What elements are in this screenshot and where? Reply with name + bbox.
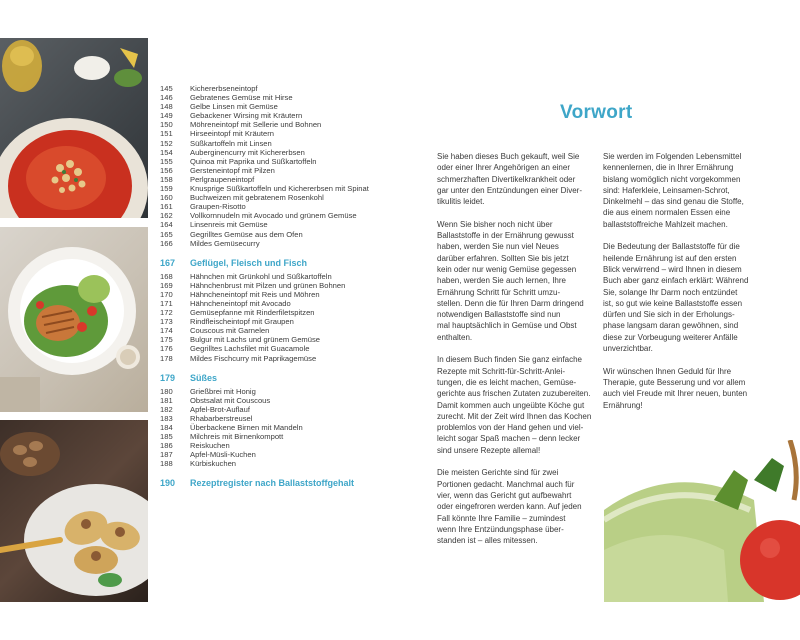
- foreword-line: bislang womöglich nicht vorgekommen: [603, 174, 741, 184]
- toc-page-number: 161: [160, 202, 173, 212]
- toc-page-number: 187: [160, 450, 173, 460]
- foreword-line: unverzichtbar.: [603, 344, 653, 354]
- toc-entry[interactable]: [160, 441, 410, 450]
- foreword-line: mal hauptsächlich in Gemüse und Obst: [437, 321, 577, 331]
- toc-entry-title: Kichererbseneintopf: [190, 84, 258, 93]
- toc-page-number: 180: [160, 386, 173, 396]
- foreword-line: Ernährung!: [603, 400, 643, 410]
- toc-section-heading[interactable]: [160, 257, 410, 269]
- foreword-line: Ballaststoffe in der Ernährung gewusst: [437, 231, 574, 241]
- toc-entry[interactable]: [160, 148, 410, 157]
- toc-entry-title: Couscous mit Garnelen: [190, 326, 270, 336]
- toc-entry-title: Buchweizen mit gebratenem Rosenkohl: [190, 193, 324, 203]
- foreword-line: phase langsam daran gewöhnen, sind: [603, 321, 739, 331]
- toc-page-number: 168: [160, 271, 173, 281]
- toc-section-sweets: [160, 387, 410, 469]
- photo-separator: [0, 412, 148, 420]
- toc-entry[interactable]: [160, 299, 410, 308]
- toc-page-number: 171: [160, 298, 173, 308]
- toc-entry[interactable]: [160, 111, 410, 120]
- vegetables-illustration: [604, 440, 800, 602]
- foreword-paragraph: [437, 151, 597, 207]
- toc-entry[interactable]: [160, 281, 410, 290]
- toc-entry-title: Rhabarberstreusel: [190, 413, 253, 423]
- foreword-line: tikulitis leidet.: [437, 197, 485, 207]
- toc-entry[interactable]: [160, 175, 410, 184]
- toc-section-heading[interactable]: [160, 477, 410, 489]
- foreword-line: Wenn Sie bisher noch nicht über: [437, 219, 553, 229]
- toc-section-heading[interactable]: [160, 372, 410, 384]
- toc-entry[interactable]: [160, 414, 410, 423]
- toc-entry[interactable]: [160, 459, 410, 468]
- toc-entry-title: Obstsalat mit Couscous: [190, 395, 271, 405]
- toc-entry[interactable]: [160, 230, 410, 239]
- foreword-line: Sie werden im Folgenden Lebensmittel: [603, 152, 742, 161]
- foreword-line: die aus einem normalen Essen eine: [603, 208, 731, 218]
- toc-entry[interactable]: [160, 166, 410, 175]
- foreword-line: standen ist – alles mitessen.: [437, 536, 538, 546]
- foreword-line: Portionen gedacht. Manchmal auch für: [437, 479, 575, 489]
- toc-entry[interactable]: [160, 129, 410, 138]
- toc-entry[interactable]: [160, 139, 410, 148]
- foreword-line: gerichte aus frischen Zutaten zuzubereiten.: [437, 389, 591, 399]
- foreword-line: Fall könnte Ihre Familie – zumindest: [437, 513, 566, 523]
- foreword-line: sind unsere Rezepte allemal!: [437, 445, 541, 455]
- foreword-line: schmerzhaften Divertikelkrankheit oder: [437, 174, 576, 184]
- toc-page-number: 188: [160, 459, 173, 469]
- foreword-paragraph: [437, 467, 597, 546]
- toc-page-number: 183: [160, 413, 173, 423]
- toc-page-number: 156: [160, 165, 173, 175]
- toc-entry-title: Apfel-Müsli-Kuchen: [190, 450, 256, 460]
- toc-entry[interactable]: [160, 202, 410, 211]
- toc-entry[interactable]: [160, 184, 410, 193]
- foreword-paragraph: [603, 241, 763, 354]
- toc-entry[interactable]: [160, 308, 410, 317]
- toc-entry-title: Milchreis mit Birnenkompott: [190, 432, 284, 442]
- toc-entry[interactable]: [160, 102, 410, 111]
- toc-entry[interactable]: [160, 326, 410, 335]
- toc-entry-title: Reiskuchen: [190, 441, 230, 451]
- toc-entry[interactable]: [160, 405, 410, 414]
- foreword-line: wenn Ihre Entzündungsphase über-: [437, 524, 564, 534]
- toc-entry-title: Vollkornnudeln mit Avocado und grünem Gemüse: [190, 211, 357, 221]
- foreword-line: Buch aber ganz einfach erklärt: Während: [603, 276, 749, 286]
- toc-entry[interactable]: [160, 290, 410, 299]
- foreword-title: Vorwort: [560, 102, 633, 123]
- foreword-line: enthalten.: [437, 332, 473, 342]
- foreword-line: leicht sogar Spaß machen – denn lecker: [437, 434, 581, 444]
- toc-entry-title: Süßkartoffeln mit Linsen: [190, 138, 272, 148]
- toc-page-number: 159: [160, 184, 173, 194]
- toc-entry[interactable]: [160, 354, 410, 363]
- toc-entry[interactable]: [160, 317, 410, 326]
- foreword-line: ballaststoffreiche Mahlzeit machen.: [603, 219, 728, 229]
- toc-page-number: 186: [160, 441, 173, 451]
- toc-entry-title: Überbackene Birnen mit Mandeln: [190, 423, 303, 432]
- toc-entry-title: Möhreneintopf mit Sellerie und Bohnen: [190, 120, 322, 130]
- toc-page-number: 184: [160, 423, 173, 432]
- toc-section-title: Geflügel, Fleisch und Fisch: [190, 257, 308, 268]
- foreword-line: heilende Ernährung ist auf den ersten: [603, 253, 737, 263]
- toc-page-number: 166: [160, 238, 173, 248]
- toc-entry-title: Hirseeintopf mit Kräutern: [190, 129, 274, 139]
- toc-page-number: 178: [160, 353, 173, 363]
- toc-page-number: 152: [160, 138, 173, 148]
- photo-baked-pears: [0, 420, 148, 602]
- toc-entry-title: Hähncheneintopf mit Avocado: [190, 298, 291, 308]
- foreword-column-1: [437, 151, 597, 558]
- toc-entry-title: Kürbiskuchen: [190, 459, 237, 469]
- foreword-line: Die meisten Gerichte sind für zwei: [437, 468, 559, 478]
- baked-pears-illustration: [0, 420, 148, 602]
- toc-page-number: 190: [160, 478, 176, 489]
- toc-page-number: 175: [160, 335, 173, 345]
- photo-tomato-soup: [0, 38, 148, 218]
- toc-page-number: 164: [160, 220, 173, 230]
- toc-page-number: 146: [160, 93, 173, 103]
- foreword-line: notwendigen Ballaststoffe sind nun: [437, 310, 561, 320]
- table-of-contents: [160, 84, 410, 489]
- foreword-paragraph: [437, 354, 597, 456]
- foreword-line: haben, werden Sie nun viel Neues: [437, 242, 559, 252]
- toc-entry-title: Gegrilltes Gemüse aus dem Ofen: [190, 229, 303, 239]
- foreword-line: zurecht. Mit der Zeit wird Ihnen das Kochen: [437, 411, 592, 421]
- toc-page-number: 174: [160, 326, 173, 336]
- toc-entry-title: Gegrilltes Lachsfilet mit Guacamole: [190, 344, 310, 354]
- toc-entry-title: Graupen-Risotto: [190, 202, 246, 212]
- toc-page-number: 179: [160, 372, 176, 383]
- toc-page-number: 170: [160, 289, 173, 299]
- foreword-paragraph: [603, 366, 763, 411]
- foreword-line: Blick verwirrend – wird Ihnen in diesem: [603, 264, 742, 274]
- toc-entry-title: Hähnchen mit Grünkohl und Süßkartoffeln: [190, 271, 332, 281]
- toc-entry[interactable]: [160, 239, 410, 248]
- toc-entry[interactable]: [160, 120, 410, 129]
- toc-entry-title: Apfel-Brot-Auflauf: [190, 404, 250, 414]
- toc-entry-title: Hähncheneintopf mit Reis und Möhren: [190, 289, 320, 299]
- foreword-line: oder eingefroren werden kann. Auf jeden: [437, 502, 582, 512]
- toc-entry-title: Gebratenes Gemüse mit Hirse: [190, 93, 293, 103]
- foreword-line: Damit kommen auch ungeübte Köche gut: [437, 400, 585, 410]
- foreword-line: gar unter den Entzündungen einer Diver-: [437, 185, 582, 195]
- toc-page-number: 173: [160, 317, 173, 327]
- toc-entry[interactable]: [160, 387, 410, 396]
- foreword-line: Rezepte mit Schritt-für-Schritt-Anlei-: [437, 366, 566, 376]
- toc-page-number: 165: [160, 229, 173, 239]
- foreword-line: Sie, solange Ihr Darm noch entzündet: [603, 287, 738, 297]
- foreword-line: tungen, die es leicht machen, Gemüse-: [437, 377, 577, 387]
- foreword-line: ist, so gut wie keine Ballaststoffe essen: [603, 298, 743, 308]
- toc-entry[interactable]: [160, 272, 410, 281]
- foreword-line: Sie haben dieses Buch gekauft, weil Sie: [437, 152, 580, 161]
- toc-page-number: 167: [160, 257, 176, 268]
- toc-section-vegetarian: [160, 84, 410, 248]
- toc-page-number: 185: [160, 432, 173, 442]
- toc-page-number: 155: [160, 156, 173, 166]
- foreword-line: In diesem Buch finden Sie ganz einfache: [437, 355, 582, 365]
- foreword-line: Wir wünschen Ihnen Geduld für Ihre: [603, 366, 732, 376]
- foreword-line: Die Bedeutung der Ballaststoffe für die: [603, 242, 740, 252]
- toc-page-number: 151: [160, 129, 173, 139]
- foreword-line: problemlos von der Hand gehen und viel-: [437, 423, 584, 433]
- toc-entry[interactable]: [160, 220, 410, 229]
- foreword-line: Dinkelmehl – das sind genau die Stoffe,: [603, 197, 744, 207]
- foreword-paragraph: [603, 151, 763, 230]
- foreword-paragraph: [437, 219, 597, 343]
- toc-entry[interactable]: [160, 396, 410, 405]
- toc-entry[interactable]: [160, 93, 410, 102]
- toc-entry-title: Quinoa mit Paprika und Süßkartoffeln: [190, 156, 317, 166]
- toc-page-number: 182: [160, 404, 173, 414]
- toc-entry[interactable]: [160, 211, 410, 220]
- foreword-line: kein oder nur wenig Gemüse gegessen: [437, 264, 577, 274]
- chicken-salad-illustration: [0, 227, 148, 412]
- toc-page-number: 158: [160, 174, 173, 184]
- toc-page-number: 150: [160, 120, 173, 130]
- toc-entry[interactable]: [160, 335, 410, 344]
- toc-section-title: Süßes: [190, 372, 218, 383]
- toc-entry-title: Rindfleischeintopf mit Graupen: [190, 317, 294, 327]
- foreword-line: oder einer Ihrer Angehörigen an einer: [437, 163, 570, 173]
- foreword-line: sind: Haferkleie, Leinsamen-Schrot,: [603, 185, 730, 195]
- foreword-line: kennenlernen, die in Ihrer Ernährung: [603, 163, 734, 173]
- toc-page-number: 145: [160, 84, 173, 93]
- toc-section-meat-fish: [160, 272, 410, 363]
- toc-entry-title: Gelbe Linsen mit Gemüse: [190, 102, 278, 112]
- toc-entry-title: Bulgur mit Lachs und grünem Gemüse: [190, 335, 321, 345]
- toc-page-number: 176: [160, 344, 173, 354]
- toc-page-number: 148: [160, 102, 173, 112]
- toc-page-number: 149: [160, 111, 173, 121]
- toc-entry-title: Auberginencurry mit Kichererbsen: [190, 147, 305, 157]
- toc-entry-title: Perlgraupeneintopf: [190, 174, 255, 184]
- toc-entry[interactable]: [160, 450, 410, 459]
- photo-separator: [0, 218, 148, 226]
- toc-entry-title: Mildes Fischcurry mit Paprikagemüse: [190, 353, 317, 363]
- toc-entry-title: Knusprige Süßkartoffeln und Kichererbsen mit Spinat: [190, 184, 369, 194]
- foreword-line: Therapie, gute Besserung und vor allem: [603, 377, 746, 387]
- toc-page-number: 162: [160, 211, 173, 221]
- foreword-column-2: [603, 151, 763, 422]
- toc-section-title: Rezeptregister nach Ballaststoffgehalt: [190, 478, 355, 489]
- toc-entry[interactable]: [160, 157, 410, 166]
- photo-chicken-salad: [0, 227, 148, 412]
- foreword-line: diese zur Vorbeugung weiterer Anfälle: [603, 332, 738, 342]
- foreword-line: darüber erfahren. Sollten Sie bis jetzt: [437, 253, 569, 263]
- tomato-soup-illustration: [0, 38, 148, 218]
- foreword-line: vier, wenn das Gericht gut aufbewahrt: [437, 490, 572, 500]
- toc-entry[interactable]: [160, 423, 410, 432]
- toc-page-number: 169: [160, 280, 173, 290]
- toc-entry[interactable]: [160, 344, 410, 353]
- toc-entry-title: Gemüsepfanne mit Rinderfiletspitzen: [190, 308, 315, 318]
- foreword-line: stellen. Denn die für Ihren Darm dringend: [437, 298, 584, 308]
- toc-entry-title: Gersteneintopf mit Pilzen: [190, 165, 275, 175]
- toc-entry-title: Gebackener Wirsing mit Kräutern: [190, 111, 303, 121]
- toc-entry-title: Hähnchenbrust mit Pilzen und grünen Bohnen: [190, 280, 346, 290]
- foreword-line: dürfen und Sie sich in der Erholungs-: [603, 310, 735, 320]
- toc-entry-title: Grießbrei mit Honig: [190, 386, 256, 396]
- foreword-line: haben, werden Sie auch lernen, Ihre: [437, 276, 566, 286]
- foreword-line: Ernährung Schritt für Schritt umzu-: [437, 287, 561, 297]
- toc-page-number: 160: [160, 193, 173, 203]
- toc-entry[interactable]: [160, 432, 410, 441]
- toc-page-number: 172: [160, 308, 173, 318]
- photo-vegetables: [604, 440, 800, 602]
- foreword-line: auch viel Freude mit Ihrer neuen, bunten: [603, 389, 748, 399]
- toc-page-number: 154: [160, 147, 173, 157]
- toc-entry[interactable]: [160, 84, 410, 93]
- toc-page-number: 181: [160, 395, 173, 405]
- toc-entry-title: Mildes Gemüsecurry: [190, 238, 260, 248]
- toc-entry[interactable]: [160, 193, 410, 202]
- toc-entry-title: Linsenreis mit Gemüse: [190, 220, 268, 230]
